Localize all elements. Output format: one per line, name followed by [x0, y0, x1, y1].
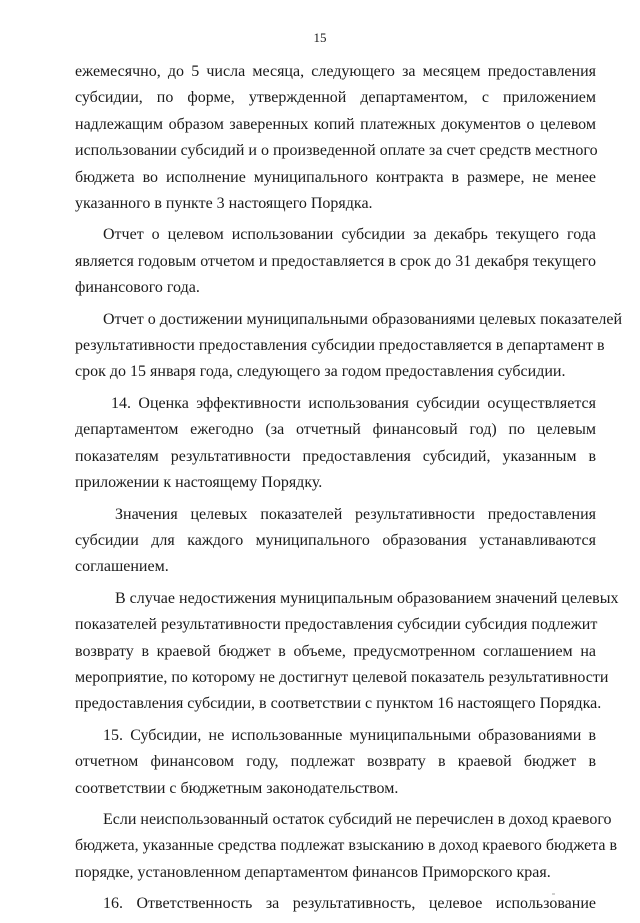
paragraph-indicator-values	[75, 502, 596, 581]
text-line: соответствии с бюджетным законодательством.	[75, 779, 399, 797]
paragraph-recovery	[75, 807, 618, 886]
text-line: приложении к настоящему Порядку.	[75, 474, 323, 492]
text-line: показателям результативности предоставления субсидий, указанным в	[75, 447, 596, 465]
text-line: бюджета, указанные средства подлежат взысканию в доход краевого бюджета в	[75, 837, 618, 855]
text-line: Отчет о достижении муниципальными образованиями целевых показателей	[103, 310, 623, 328]
document-body	[75, 59, 623, 923]
text-line: Значения целевых показателей результативности предоставления	[115, 505, 596, 523]
text-line: порядке, установленном департаментом финансов Приморского края.	[75, 863, 551, 881]
text-line: соглашением.	[75, 558, 169, 576]
paragraph-annual-report	[75, 222, 596, 301]
paragraph-item-16	[75, 891, 596, 917]
paragraph-item-15	[75, 723, 596, 802]
text-line: возврату в краевой бюджет в объеме, предусмотренном соглашением на	[75, 642, 596, 660]
scan-artifact	[552, 893, 555, 895]
text-line: использовании субсидий и о произведенной оплате за счет средств местного	[75, 142, 598, 160]
text-line: В случае недостижения муниципальным образованием значений целевых	[115, 589, 619, 607]
text-line: указанного в пункте 3 настоящего Порядка.	[75, 195, 373, 213]
text-line: мероприятие, по которому не достигнут целевой показатель результативности	[75, 668, 609, 686]
paragraph-item-14	[75, 391, 596, 497]
text-line: Если неиспользованный остаток субсидий не перечислен в доход краевого	[103, 810, 612, 828]
text-line: является годовым отчетом и предоставляется в срок до 31 декабря текущего	[75, 252, 596, 270]
text-line: надлежащим образом заверенных копий платежных документов о целевом	[75, 115, 596, 133]
paragraph-non-achievement	[75, 586, 619, 718]
text-line: бюджета во исполнение муниципального контракта в размере, не менее	[75, 168, 596, 186]
text-line: департаментом ежегодно (за отчетный финансовый год) по целевым	[75, 421, 596, 439]
text-line: ежемесячно, до 5 числа месяца, следующего за месяцем предоставления	[75, 63, 596, 80]
text-line: субсидии, по форме, утвержденной департаментом, с приложением	[75, 89, 596, 107]
paragraph-reporting-continuation	[75, 59, 596, 217]
text-line: срок до 15 января года, следующего за годом предоставления субсидии.	[75, 363, 566, 381]
text-line: результативности предоставления субсидии предоставляется в департамент в	[75, 337, 605, 355]
text-line: Отчет о целевом использовании субсидии за декабрь текущего года	[103, 226, 596, 244]
text-line: 14. Оценка эффективности использования субсидии осуществляется	[111, 394, 596, 412]
paragraph-performance-report	[75, 307, 623, 386]
text-line: предоставления субсидии, в соответствии с пунктом 16 настоящего Порядка.	[75, 695, 602, 713]
text-line: субсидии для каждого муниципального образования устанавливаются	[75, 531, 596, 549]
page-number: 15	[313, 30, 327, 45]
text-line: показателей результативности предоставления субсидии субсидия подлежит	[75, 616, 598, 634]
text-line: 16. Ответственность за результативность, целевое использование	[103, 895, 596, 913]
text-line: отчетном финансовом году, подлежат возврату в краевой бюджет в	[75, 753, 596, 771]
text-line: финансового года.	[75, 279, 200, 297]
text-line: 15. Субсидии, не использованные муниципальными образованиями в	[103, 726, 596, 744]
